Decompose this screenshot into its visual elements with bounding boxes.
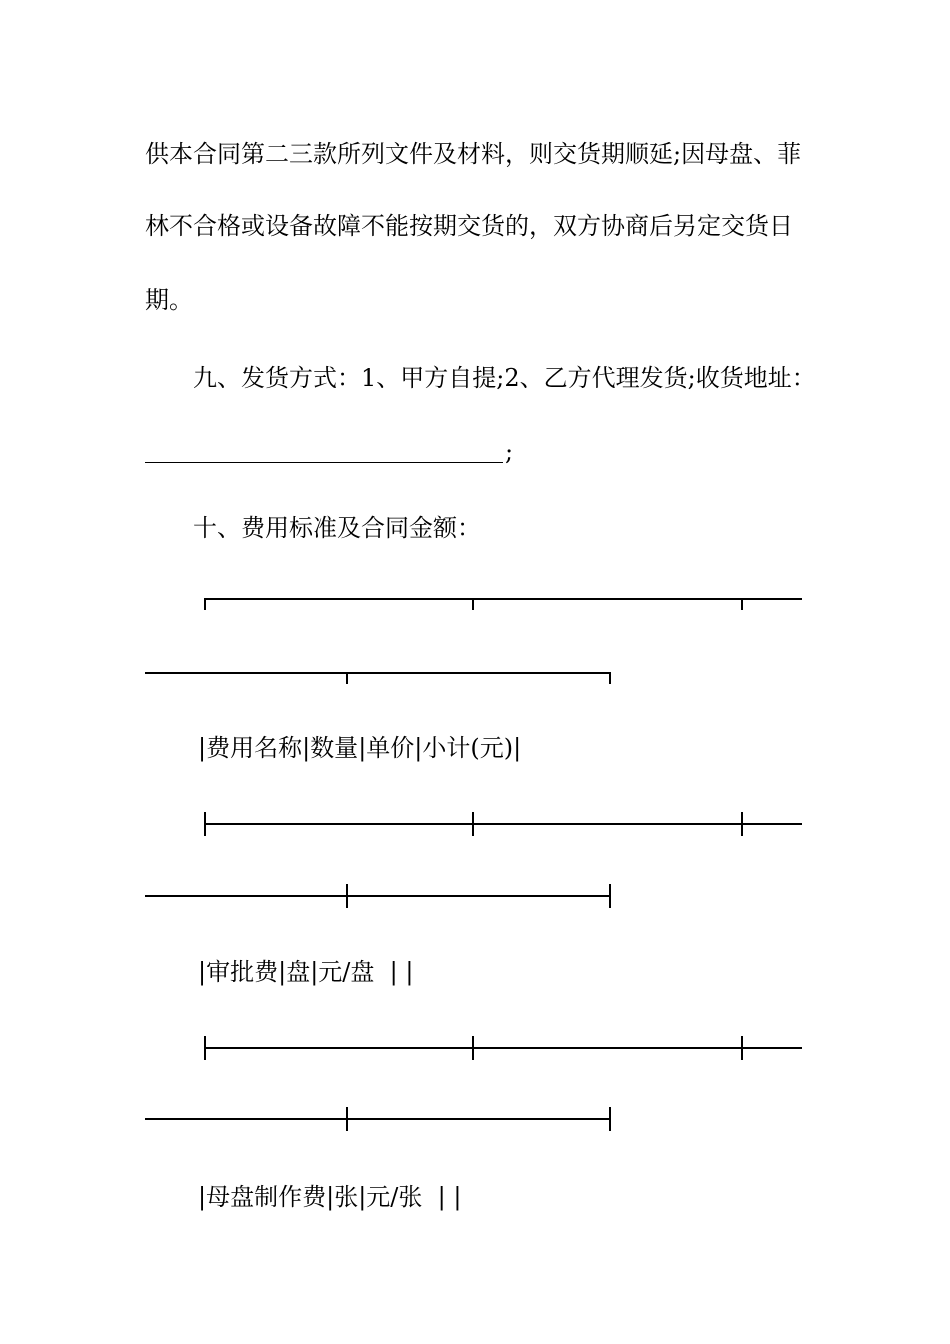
row2-cell-unit: 张 [334,1183,359,1211]
header-cell-subtotal: 小计(元) [422,734,514,762]
header-cell-price: 单价 [366,734,415,762]
address-blank-underline [145,462,503,463]
shipping-method-line: 九、发货方式：1、甲方自提;2、乙方代理发货;收货地址： [193,364,816,392]
row1-cell-unit: 盘 [286,958,311,986]
header-cell-qty: 数量 [310,734,359,762]
row1-cell-price: 元/盘 [318,958,375,986]
paragraph-line-1: 供本合同第二三款所列文件及材料，则交货期顺延;因母盘、菲 [145,140,802,168]
address-semicolon: ; [505,438,514,466]
table-row: |审批费|盘|元/盘 | | [198,958,414,986]
fee-section-heading: 十、费用标准及合同金额： [193,514,481,542]
row2-cell-name: 母盘制作费 [206,1183,327,1211]
paragraph-line-3: 期。 [145,286,193,314]
row1-cell-name: 审批费 [206,958,279,986]
table-header-row: |费用名称|数量|单价|小计(元)| [198,734,522,762]
table-row: |母盘制作费|张|元/张 | | [198,1183,462,1211]
header-cell-name: 费用名称 [206,734,303,762]
paragraph-line-2: 林不合格或设备故障不能按期交货的，双方协商后另定交货日 [145,212,793,240]
row2-cell-price: 元/张 [366,1183,423,1211]
